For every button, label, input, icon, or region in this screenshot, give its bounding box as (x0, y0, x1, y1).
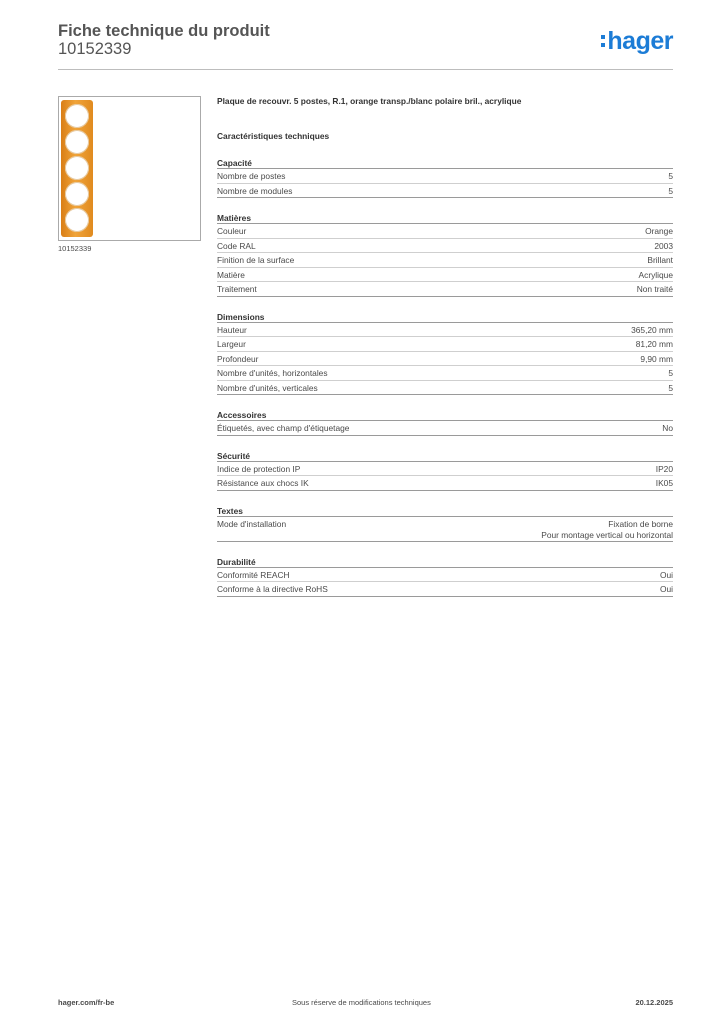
spec-row (217, 169, 673, 184)
spec-section (217, 157, 673, 198)
plate-opening (65, 130, 89, 154)
spec-row (217, 224, 673, 239)
spec-row (217, 268, 673, 283)
spec-value-line: 81,20 mm (635, 339, 673, 349)
spec-label: Matière (217, 269, 245, 280)
spec-value-line: Oui (659, 584, 673, 594)
spec-value (631, 325, 673, 336)
spec-value-line: 5 (668, 185, 673, 196)
plate-opening (65, 182, 89, 206)
tech-characteristics-title: Caractéristiques techniques (217, 131, 330, 141)
spec-label: Traitement (217, 284, 257, 294)
spec-value-line: 9,90 mm (640, 353, 673, 364)
spec-label: Code RAL (217, 240, 256, 251)
spec-label: Largeur (217, 339, 246, 349)
plate-opening (65, 208, 89, 232)
document-title: Fiche technique du produit (58, 22, 270, 40)
spec-value (637, 284, 673, 295)
spec-value-line: Fixation de borne (608, 518, 673, 529)
spec-value-line: 5 (668, 382, 673, 393)
section-title: Capacité (217, 157, 673, 169)
footer-date: 20.12.2025 (635, 998, 673, 1007)
spec-section (217, 505, 673, 542)
spec-section (217, 450, 673, 491)
spec-value-line: Pour montage vertical ou horizontal (541, 529, 673, 540)
product-image-caption: 10152339 (58, 244, 92, 253)
spec-row (217, 582, 673, 597)
section-title: Dimensions (217, 311, 673, 323)
spec-value-line: 5 (668, 171, 673, 181)
spec-value (668, 383, 673, 394)
spec-value-line: IP20 (655, 463, 673, 474)
spec-value (636, 339, 673, 350)
spec-value (668, 186, 673, 197)
product-reference: 10152339 (58, 40, 132, 58)
spec-value-line: Acrylique (638, 269, 673, 280)
spec-row (217, 282, 673, 297)
section-title: Accessoires (217, 409, 673, 421)
section-title: Textes (217, 505, 673, 517)
spec-label: Conformité REACH (217, 569, 290, 580)
logo-text: hager (607, 26, 673, 55)
spec-value (640, 354, 673, 365)
spec-label: Nombre de postes (217, 171, 286, 181)
section-title: Matières (217, 212, 673, 224)
spec-value (645, 226, 673, 237)
spec-value (660, 570, 673, 581)
plate-opening (65, 104, 89, 128)
spec-value-line: Orange (645, 226, 673, 236)
spec-section (217, 311, 673, 396)
spec-label: Finition de la surface (217, 255, 295, 265)
plate-opening (65, 156, 89, 180)
page-header (58, 20, 673, 70)
spec-label: Couleur (217, 226, 247, 236)
spec-value-line: 2003 (654, 240, 673, 251)
spec-label: Nombre de modules (217, 185, 293, 196)
spec-row (217, 323, 673, 338)
spec-row (217, 337, 673, 352)
spec-label: Nombre d'unités, horizontales (217, 368, 328, 378)
spec-value-line: Brillant (647, 255, 673, 265)
spec-row (217, 476, 673, 491)
spec-label: Conforme à la directive RoHS (217, 584, 328, 594)
spec-row (217, 366, 673, 381)
spec-row (217, 381, 673, 396)
spec-value (654, 241, 673, 252)
spec-content (217, 95, 673, 597)
spec-row (217, 462, 673, 477)
spec-row (217, 517, 673, 542)
spec-label: Hauteur (217, 324, 247, 335)
spec-label: Mode d'installation (217, 518, 287, 529)
spec-value (668, 171, 673, 182)
spec-row (217, 352, 673, 367)
spec-value (656, 478, 673, 489)
product-description: Plaque de recouvr. 5 postes, R.1, orange transp./blanc polaire bril., acrylique (217, 96, 522, 106)
spec-row (217, 421, 673, 436)
spec-row (217, 239, 673, 254)
spec-row (217, 184, 673, 199)
spec-row (217, 253, 673, 268)
spec-label: Nombre d'unités, verticales (217, 382, 318, 393)
spec-value (541, 519, 673, 541)
spec-value-line: 5 (668, 368, 673, 378)
logo-dots-icon (601, 35, 605, 47)
spec-label: Profondeur (217, 353, 259, 364)
spec-value (656, 464, 673, 475)
spec-value-line: IK05 (655, 478, 673, 488)
spec-value-line: Non traité (636, 284, 673, 294)
spec-value (668, 368, 673, 379)
hager-logo (601, 28, 673, 54)
spec-value (660, 584, 673, 595)
spec-value-line: Oui (659, 569, 673, 580)
section-title: Durabilité (217, 556, 673, 568)
spec-section (217, 556, 673, 597)
spec-value (639, 270, 673, 281)
spec-value (647, 255, 673, 266)
spec-value-line: No (662, 423, 673, 433)
spec-value-line: 365,20 mm (631, 324, 673, 335)
cover-plate-image (61, 100, 93, 237)
spec-value (662, 423, 673, 434)
spec-label: Indice de protection IP (217, 463, 301, 474)
spec-sections (217, 157, 673, 597)
spec-section (217, 409, 673, 436)
spec-section (217, 212, 673, 297)
product-image-frame (58, 96, 201, 241)
section-title: Sécurité (217, 450, 673, 462)
footer-website: hager.com/fr-be (58, 998, 115, 1007)
spec-label: Résistance aux chocs IK (217, 478, 309, 488)
spec-label: Étiquetés, avec champ d'étiquetage (217, 423, 350, 433)
footer-notice: Sous réserve de modifications techniques (292, 998, 431, 1007)
spec-row (217, 568, 673, 583)
